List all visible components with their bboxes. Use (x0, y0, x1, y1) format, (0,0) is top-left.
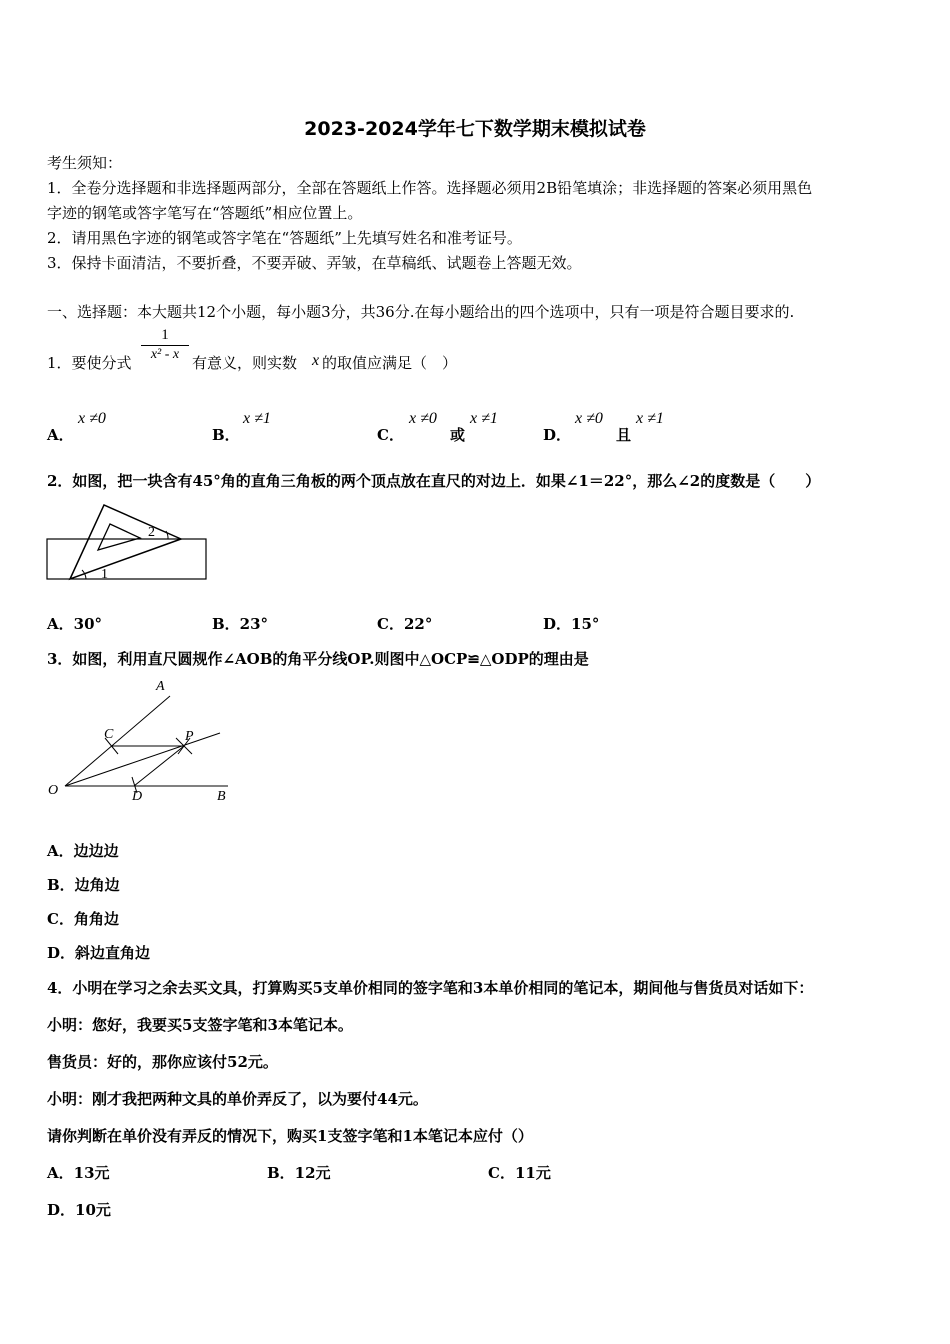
label-o: O (48, 783, 59, 798)
q3-option-a[interactable]: A．边边边 (47, 842, 119, 860)
q2-option-c[interactable]: C．22° (377, 615, 433, 633)
label-p: P (185, 729, 194, 744)
q1-suffix-b: 的取值应满足（ ） (322, 354, 458, 372)
section-heading: 一、选择题：本大题共12个小题，每小题3分，共36分.在每小题给出的四个选项中，只有一项是符合题目要求的. (47, 303, 795, 321)
q1-variable: x (312, 352, 320, 369)
notice-heading: 考生须知： (47, 154, 123, 172)
q1-option-a-math: x ≠0 (78, 410, 106, 427)
q1-option-d-label[interactable]: D． (543, 426, 572, 444)
label-d: D (132, 789, 143, 804)
q1-frac-numerator: 1 (161, 327, 169, 343)
q2-option-d[interactable]: D．15° (543, 615, 600, 633)
q1-prefix: 1．要使分式 (47, 354, 132, 372)
angle-1-label: 1 (101, 567, 108, 582)
label-a: A (156, 679, 165, 694)
q3-text: 3．如图，利用直尺圆规作∠AOB的角平分线OP.则图中△OCP≌△ODP的理由是 (47, 650, 589, 668)
q1-option-c-label[interactable]: C． (377, 426, 404, 444)
q2-option-b[interactable]: B．23° (212, 615, 269, 633)
q4-ask: 请你判断在单价没有弄反的情况下，购买1支签字笔和1本笔记本应付（） (47, 1127, 533, 1145)
notice-line-1a: 1．全卷分选择题和非选择题两部分，全部在答题纸上作答。选择题必须用2B铅笔填涂；非选择题的答案必须用黑色 (47, 179, 813, 197)
q1-suffix-a: 有意义，则实数 (192, 354, 298, 372)
q4-option-b[interactable]: B．12元 (267, 1164, 331, 1182)
q4-dialogue-1: 小明：您好，我要买5支签字笔和3本笔记本。 (47, 1016, 353, 1034)
q3-option-c[interactable]: C．角角边 (47, 910, 119, 928)
q1-option-c-word: 或 (450, 426, 466, 444)
label-c: C (104, 727, 114, 742)
segment-dp (134, 746, 184, 786)
q1-option-b-label[interactable]: B． (212, 426, 240, 444)
angle-2-label: 2 (148, 525, 155, 540)
q1-option-a-label[interactable]: A． (47, 426, 74, 444)
ray-oa (65, 696, 170, 786)
q4-option-d[interactable]: D．10元 (47, 1201, 111, 1219)
triangle-inner (98, 524, 140, 550)
q2-text: 2．如图，把一块含有45°角的直角三角板的两个顶点放在直尺的对边上．如果∠1＝22°，那么∠2的度数是（ ） (47, 472, 821, 490)
q3-figure (44, 676, 244, 806)
q4-text: 4．小明在学习之余去买文具，打算购买5支单价相同的签字笔和3本单价相同的笔记本，期间他与售货员对话如下： (47, 979, 814, 997)
label-b: B (217, 789, 226, 804)
notice-line-3: 3．保持卡面清洁，不要折叠，不要弄破、弄皱，在草稿纸、试题卷上答题无效。 (47, 254, 582, 272)
q4-option-c[interactable]: C．11元 (488, 1164, 551, 1182)
q3-option-d[interactable]: D．斜边直角边 (47, 944, 151, 962)
ray-op (65, 733, 220, 786)
q1-option-d-math-2: x ≠1 (636, 410, 664, 427)
q1-option-d-math-1: x ≠0 (575, 410, 603, 427)
q1-fraction (140, 326, 190, 363)
q1-option-c-math-1: x ≠0 (409, 410, 437, 427)
q2-option-a[interactable]: A．30° (47, 615, 103, 633)
q3-option-b[interactable]: B．边角边 (47, 876, 120, 894)
notice-line-2: 2．请用黑色字迹的钢笔或答字笔在“答题纸”上先填写姓名和准考证号。 (47, 229, 522, 247)
angle-2-arc (166, 531, 168, 539)
q1-option-d-word: 且 (616, 426, 632, 444)
q1-frac-denominator: x² - x (150, 347, 180, 362)
q4-option-a[interactable]: A．13元 (47, 1164, 110, 1182)
q1-option-c-math-2: x ≠1 (470, 410, 498, 427)
q2-figure (44, 500, 214, 584)
q4-dialogue-3: 小明：刚才我把两种文具的单价弄反了，以为要付44元。 (47, 1090, 428, 1108)
notice-line-1b: 字迹的钢笔或答字笔写在“答题纸”相应位置上。 (47, 204, 363, 222)
q1-option-b-math: x ≠1 (243, 410, 271, 427)
page-title: 2023-2024学年七下数学期末模拟试卷 (304, 118, 646, 140)
q4-dialogue-2: 售货员：好的，那你应该付52元。 (47, 1053, 278, 1071)
